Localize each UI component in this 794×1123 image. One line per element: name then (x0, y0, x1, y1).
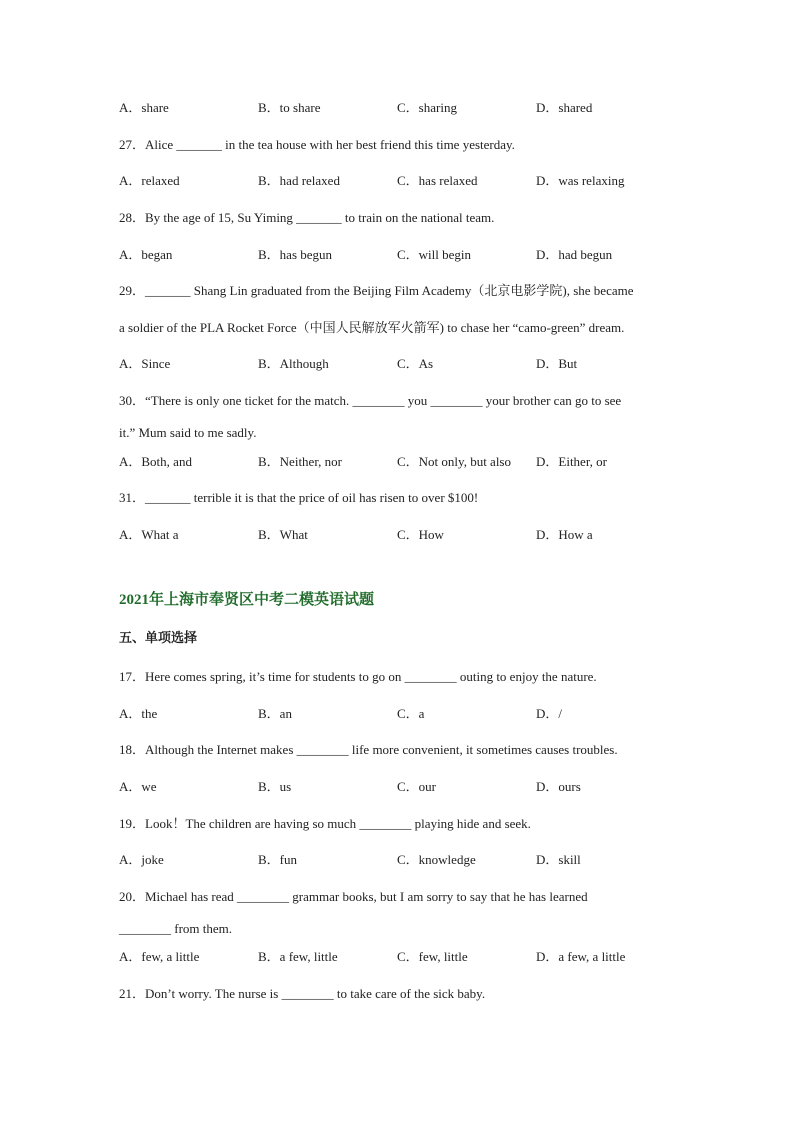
q20-option-d: D．a few, a little (536, 949, 626, 964)
q17-option-d: D．/ (536, 706, 563, 721)
q27-option-b: B．had relaxed (258, 173, 340, 188)
q19-option-d: D．skill (536, 852, 581, 867)
q28-option-b: B．has begun (258, 247, 333, 262)
part-title: 五、单项选择 (119, 631, 198, 646)
q18-option-b: B．us (258, 779, 292, 794)
q29-stem-line2: a soldier of the PLA Rocket Force（中国人民解放军火箭军) to chase her “camo-green” dream. (119, 320, 625, 335)
q18-option-a: A．we (119, 779, 157, 794)
q20-option-a: A．few, a little (119, 949, 200, 964)
q28-option-c: C．will begin (397, 247, 472, 262)
q27-option-d: D．was relaxing (536, 173, 625, 188)
q31-option-c: C．How (397, 527, 444, 542)
q29-stem-line1: 29．_______ Shang Lin graduated from the Beijing Film Academy（北京电影学院), she became (119, 283, 634, 298)
q18-option-c: C．our (397, 779, 437, 794)
q31-stem: 31．_______ terrible it is that the price of oil has risen to over $100! (119, 490, 479, 505)
q26-option-d: D．shared (536, 100, 593, 115)
q30-option-a: A．Both, and (119, 454, 192, 469)
q27-option-a: A．relaxed (119, 173, 180, 188)
q28-option-d: D．had begun (536, 247, 613, 262)
q31-option-a: A．What a (119, 527, 179, 542)
q19-option-a: A．joke (119, 852, 164, 867)
q20-stem-line2: ________ from them. (119, 921, 233, 936)
q28-stem: 28．By the age of 15, Su Yiming _______ to train on the national team. (119, 210, 495, 225)
q17-option-b: B．an (258, 706, 292, 721)
q21-stem: 21．Don’t worry. The nurse is ________ to take care of the sick baby. (119, 986, 486, 1001)
q27-option-c: C．has relaxed (397, 173, 478, 188)
q29-option-c: C．As (397, 356, 434, 371)
q30-option-d: D．Either, or (536, 454, 607, 469)
q17-option-c: C．a (397, 706, 425, 721)
q18-option-d: D．ours (536, 779, 581, 794)
q19-option-c: C．knowledge (397, 852, 476, 867)
q30-stem-line2: it.” Mum said to me sadly. (119, 425, 257, 440)
section-title: 2021年上海市奉贤区中考二模英语试题 (119, 592, 375, 608)
q17-option-a: A．the (119, 706, 158, 721)
q26-option-c: C．sharing (397, 100, 457, 115)
q28-option-a: A．began (119, 247, 173, 262)
q26-option-a: A．share (119, 100, 169, 115)
q30-option-c: C．Not only, but also (397, 454, 511, 469)
q29-option-b: B．Although (258, 356, 329, 371)
q27-stem: 27．Alice _______ in the tea house with her best friend this time yesterday. (119, 137, 515, 152)
q19-option-b: B．fun (258, 852, 298, 867)
q26-option-b: B．to share (258, 100, 321, 115)
q29-option-a: A．Since (119, 356, 171, 371)
q30-option-b: B．Neither, nor (258, 454, 342, 469)
q20-stem-line1: 20．Michael has read ________ grammar books, but I am sorry to say that he has learned (119, 889, 588, 904)
q20-option-c: C．few, little (397, 949, 468, 964)
q19-stem: 19．Look！The children are having so much ________ playing hide and seek. (119, 816, 531, 831)
q18-stem: 18．Although the Internet makes ________ life more convenient, it sometimes causes troubles. (119, 742, 618, 757)
q31-option-b: B．What (258, 527, 308, 542)
q20-option-b: B．a few, little (258, 949, 338, 964)
q17-stem: 17．Here comes spring, it’s time for students to go on ________ outing to enjoy the nature. (119, 669, 597, 684)
q29-option-d: D．But (536, 356, 578, 371)
q31-option-d: D．How a (536, 527, 593, 542)
q30-stem-line1: 30．“There is only one ticket for the match. ________ you ________ your brother can go to see (119, 393, 622, 408)
